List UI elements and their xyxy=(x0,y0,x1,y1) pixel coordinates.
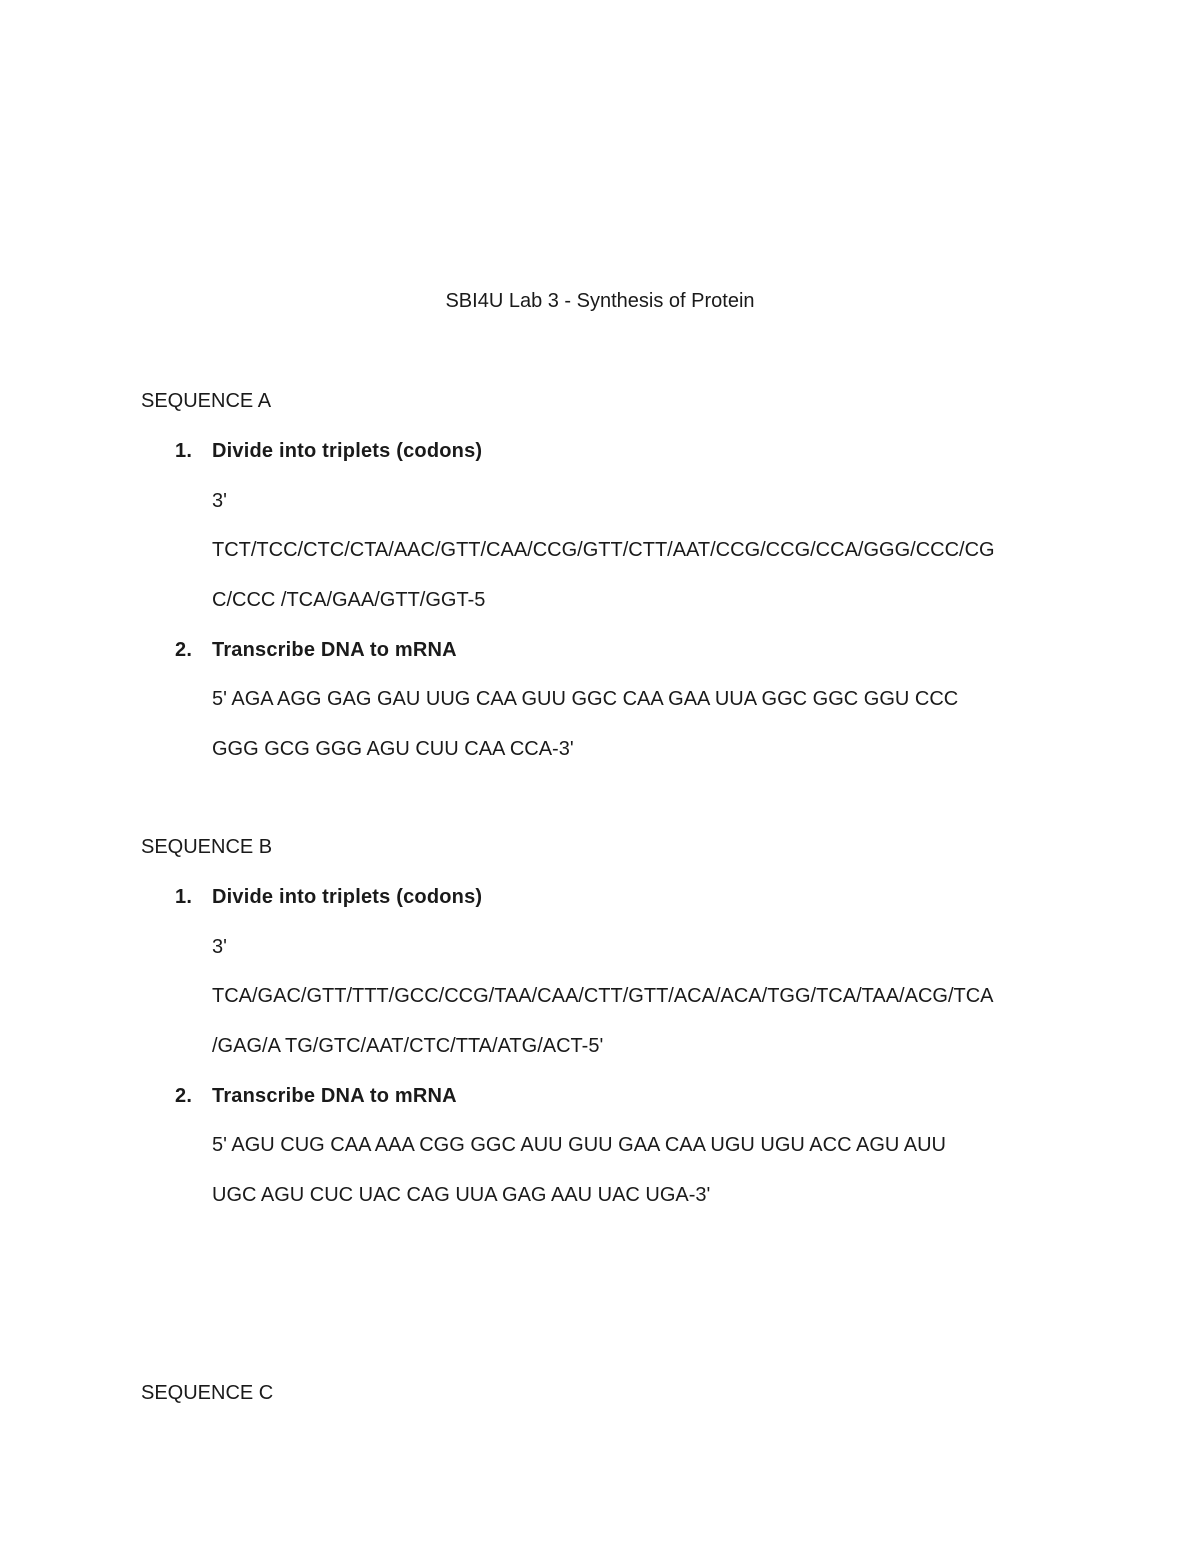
section-heading-sequence-a: SEQUENCE A xyxy=(141,390,272,412)
sequence-line: TCT/TCC/CTC/CTA/AAC/GTT/CAA/CCG/GTT/CTT/AAT/CCG/CCG/CCA/GGG/CCC/CG xyxy=(212,539,995,561)
step-number: 2. xyxy=(175,639,193,661)
step-transcribe-mrna-a xyxy=(175,639,457,662)
step-divide-triplets-b xyxy=(175,886,482,909)
sequence-line: 5' AGU CUG CAA AAA CGG GGC AUU GUU GAA CAA UGU UGU ACC AGU AUU xyxy=(212,1134,947,1156)
section-heading-sequence-b: SEQUENCE B xyxy=(141,836,273,858)
step-label: Divide into triplets (codons) xyxy=(212,886,483,908)
sequence-line: 3' xyxy=(212,936,227,958)
step-number: 2. xyxy=(175,1085,193,1107)
sequence-line: GGG GCG GGG AGU CUU CAA CCA-3' xyxy=(212,738,574,760)
sequence-line: 3' xyxy=(212,490,227,512)
sequence-line: C/CCC /TCA/GAA/GTT/GGT-5 xyxy=(212,589,486,611)
step-label: Transcribe DNA to mRNA xyxy=(212,1085,457,1107)
document-title: SBI4U Lab 3 - Synthesis of Protein xyxy=(445,290,755,312)
step-divide-triplets-a xyxy=(175,440,482,463)
section-heading-sequence-c: SEQUENCE C xyxy=(141,1382,274,1404)
sequence-line: TCA/GAC/GTT/TTT/GCC/CCG/TAA/CAA/CTT/GTT/ACA/ACA/TGG/TCA/TAA/ACG/TCA xyxy=(212,985,994,1007)
step-label: Transcribe DNA to mRNA xyxy=(212,639,457,661)
step-transcribe-mrna-b xyxy=(175,1085,457,1108)
sequence-line: UGC AGU CUC UAC CAG UUA GAG AAU UAC UGA-3' xyxy=(212,1184,711,1206)
step-label: Divide into triplets (codons) xyxy=(212,440,483,462)
sequence-line: 5' AGA AGG GAG GAU UUG CAA GUU GGC CAA GAA UUA GGC GGC GGU CCC xyxy=(212,688,959,710)
sequence-line: /GAG/A TG/GTC/AAT/CTC/TTA/ATG/ACT-5' xyxy=(212,1035,604,1057)
step-number: 1. xyxy=(175,886,193,908)
step-number: 1. xyxy=(175,440,193,462)
